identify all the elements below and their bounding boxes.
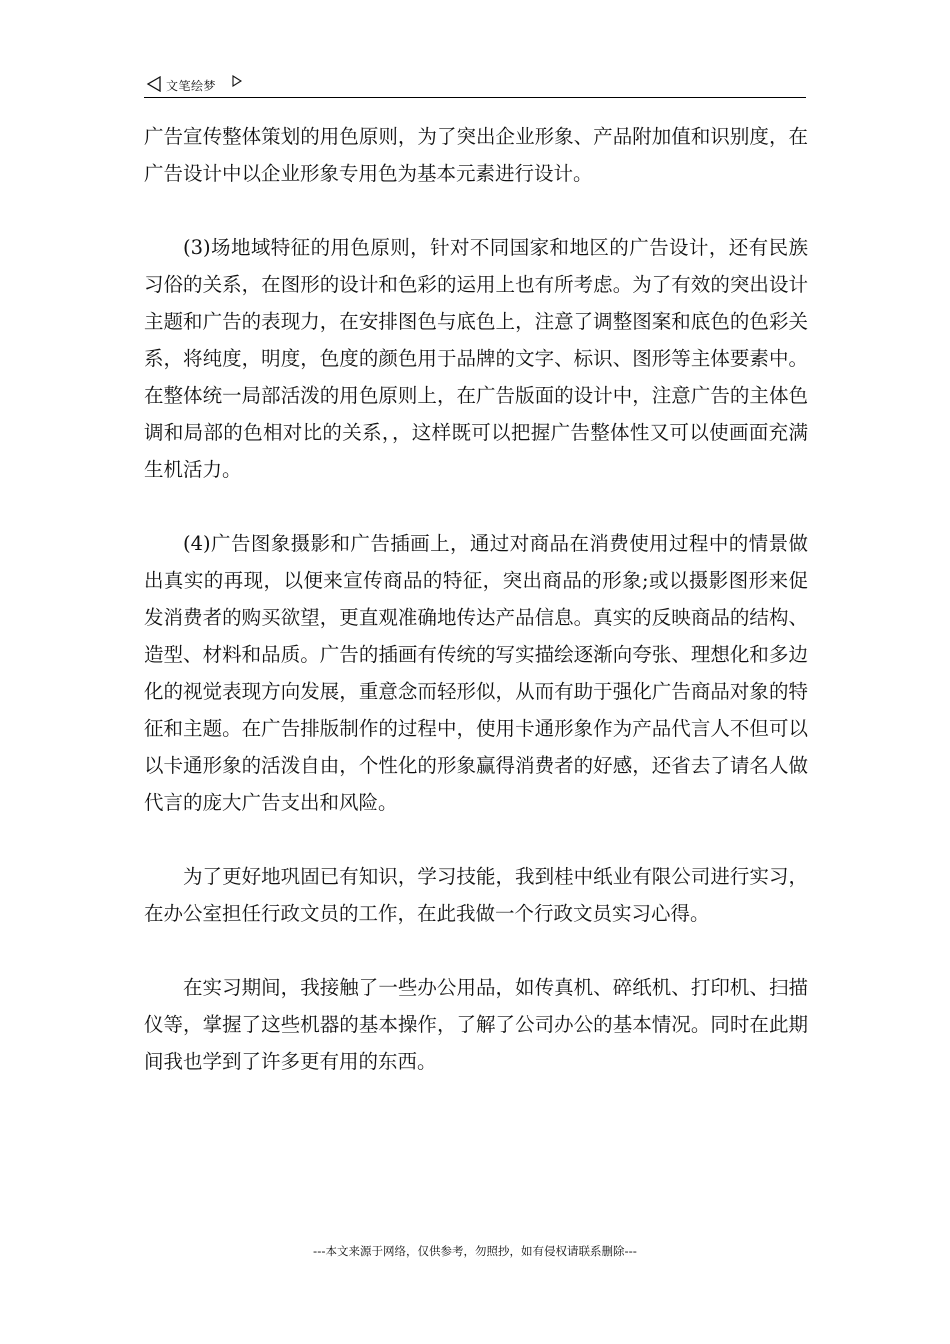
paragraph: (4)广告图象摄影和广告插画上，通过对商品在消费使用过程中的情景做出真实的再现，以便来宣传商品的特征，突出商品的形象;或以摄影图形来促发消费者的购买欲望，更直观准确地传达产品信息。真实的反映商品的结构、造型、材料和品质。广告的插画有传统的写实描绘逐渐向夸张、理想化和多边化的视觉表现方向发展，重意念而轻形似，从而有助于强化广告商品对象的特征和主题。在广告排版制作的过程中，使用卡通形象作为产品代言人不但可以以卡通形象的活泼自由，个性化的形象赢得消费者的好感，还省去了请名人做代言的庞大广告支出和风险。 (144, 532, 808, 814)
page-footer: ---本文来源于网络，仅供参考，勿照抄，如有侵权请联系删除--- (313, 1244, 637, 1258)
paragraph: 在实习期间，我接触了一些办公用品，如传真机、碎纸机、打印机、扫描仪等，掌握了这些机器的基本操作，了解了公司办公的基本情况。同时在此期间我也学到了许多更有用的东西。 (144, 976, 808, 1073)
paragraph-spacer (144, 821, 808, 858)
left-triangle-icon (146, 76, 162, 95)
paragraph-spacer (144, 192, 808, 229)
header-brand: 文笔绘梦 (166, 79, 217, 93)
paragraph: (3)场地域特征的用色原则，针对不同国家和地区的广告设计，还有民族习俗的关系，在图形的设计和色彩的运用上也有所考虑。为了有效的突出设计主题和广告的表现力，在安排图色与底色上，注意了调整图案和底色的色彩关系，将纯度，明度，色度的颜色用于品牌的文字、标识、图形等主体要素中。在整体统一局部活泼的用色原则上，在广告版面的设计中，注意广告的主体色调和局部的色相对比的关系，，这样既可以把握广告整体性又可以使画面充满生机活力。 (144, 236, 808, 481)
page-header (144, 72, 806, 98)
right-triangle-icon (232, 75, 242, 90)
paragraph-spacer (144, 932, 808, 969)
document-body (144, 118, 808, 1080)
paragraph-spacer (144, 488, 808, 525)
paragraph: 为了更好地巩固已有知识，学习技能，我到桂中纸业有限公司进行实习，在办公室担任行政文员的工作，在此我做一个行政文员实习心得。 (144, 865, 808, 925)
paragraph: 广告宣传整体策划的用色原则，为了突出企业形象、产品附加值和识别度，在广告设计中以企业形象专用色为基本元素进行设计。 (144, 125, 808, 185)
